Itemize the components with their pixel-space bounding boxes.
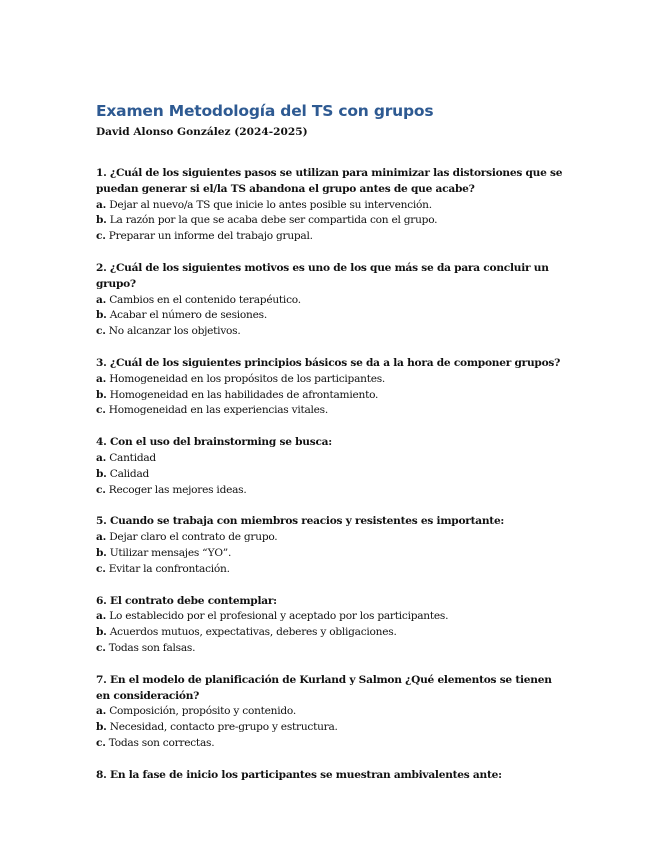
- option-letter: c.: [96, 483, 106, 496]
- option-text: Necesidad, contacto pre-grupo y estructura.: [109, 721, 338, 734]
- document-page: [96, 101, 566, 800]
- option-text: Recoger las mejores ideas.: [108, 483, 247, 496]
- option-text: Todas son correctas.: [108, 736, 215, 749]
- option-letter: c.: [96, 325, 106, 338]
- option-letter: b.: [96, 467, 107, 480]
- option-text: No alcanzar los objetivos.: [108, 325, 241, 338]
- option-letter: b.: [96, 626, 107, 639]
- option-text: Acabar el número de sesiones.: [109, 309, 267, 322]
- answer-option: [96, 388, 566, 404]
- question-text: 7. En el modelo de planificación de Kurland y Salmon ¿Qué elementos se tienen en consideración?: [96, 673, 552, 702]
- question-2: [96, 261, 566, 340]
- answer-option: [96, 641, 566, 657]
- answer-option: [96, 403, 566, 419]
- option-letter: a.: [96, 372, 107, 385]
- option-text: Composición, propósito y contenido.: [109, 705, 296, 718]
- option-text: Acuerdos mutuos, expectativas, deberes y obligaciones.: [109, 626, 397, 639]
- option-text: Dejar claro el contrato de grupo.: [109, 531, 278, 544]
- option-text: Preparar un informe del trabajo grupal.: [108, 230, 313, 243]
- answer-option: [96, 704, 566, 720]
- option-text: Calidad: [109, 467, 150, 480]
- answer-option: [96, 229, 566, 245]
- option-letter: b.: [96, 546, 107, 559]
- answer-option: [96, 293, 566, 309]
- question-text: 3. ¿Cuál de los siguientes principios básicos se da a la hora de componer grupos?: [96, 356, 561, 369]
- document-author: David Alonso González (2024-2025): [96, 126, 308, 138]
- option-letter: a.: [96, 610, 107, 623]
- answer-option: [96, 720, 566, 736]
- answer-option: [96, 483, 566, 499]
- option-letter: c.: [96, 230, 106, 243]
- answer-option: [96, 372, 566, 388]
- answer-option: [96, 467, 566, 483]
- option-text: Cambios en el contenido terapéutico.: [109, 293, 301, 306]
- question-3: [96, 356, 566, 419]
- question-text: 8. En la fase de inicio los participantes se muestran ambivalentes ante:: [96, 768, 502, 781]
- option-letter: b.: [96, 721, 107, 734]
- question-5: [96, 514, 566, 577]
- question-6: [96, 594, 566, 657]
- question-8: [96, 768, 566, 784]
- answer-option: [96, 609, 566, 625]
- answer-option: [96, 324, 566, 340]
- question-text: 5. Cuando se trabaja con miembros reacios y resistentes es importante:: [96, 515, 505, 528]
- option-letter: b.: [96, 309, 107, 322]
- answer-option: [96, 451, 566, 467]
- option-text: Utilizar mensajes “YO”.: [109, 546, 232, 559]
- option-text: Todas son falsas.: [108, 641, 196, 654]
- option-text: La razón por la que se acaba debe ser compartida con el grupo.: [109, 214, 438, 227]
- option-letter: c.: [96, 404, 106, 417]
- question-4: [96, 435, 566, 498]
- option-letter: b.: [96, 214, 107, 227]
- option-text: Homogeneidad en las experiencias vitales.: [108, 404, 328, 417]
- option-letter: a.: [96, 293, 107, 306]
- option-text: Lo establecido por el profesional y aceptado por los participantes.: [109, 610, 449, 623]
- option-text: Homogeneidad en los propósitos de los participantes.: [109, 372, 386, 385]
- option-letter: a.: [96, 705, 107, 718]
- option-letter: c.: [96, 736, 106, 749]
- option-letter: c.: [96, 641, 106, 654]
- answer-option: [96, 625, 566, 641]
- question-text: 2. ¿Cuál de los siguientes motivos es uno de los que más se da para concluir un grupo?: [96, 261, 549, 290]
- answer-option: [96, 308, 566, 324]
- option-letter: a.: [96, 531, 107, 544]
- option-text: Cantidad: [109, 451, 156, 464]
- option-letter: a.: [96, 198, 107, 211]
- question-text: 4. Con el uso del brainstorming se busca:: [96, 436, 332, 449]
- question-7: [96, 673, 566, 752]
- answer-option: [96, 530, 566, 546]
- answer-option: [96, 736, 566, 752]
- question-text: 6. El contrato debe contemplar:: [96, 594, 277, 607]
- option-letter: a.: [96, 451, 107, 464]
- answer-option: [96, 198, 566, 214]
- option-text: Dejar al nuevo/a TS que inicie lo antes posible su intervención.: [109, 198, 432, 211]
- option-text: Homogeneidad en las habilidades de afrontamiento.: [109, 388, 379, 401]
- answer-option: [96, 213, 566, 229]
- option-text: Evitar la confrontación.: [108, 562, 230, 575]
- answer-option: [96, 546, 566, 562]
- answer-option: [96, 562, 566, 578]
- question-list: [96, 166, 566, 784]
- document-title: Examen Metodología del TS con grupos: [96, 102, 434, 120]
- question-1: [96, 166, 566, 245]
- question-text: 1. ¿Cuál de los siguientes pasos se utilizan para minimizar las distorsiones que se puedan generar si el/la TS abandona el grupo antes de que acabe?: [96, 167, 563, 195]
- option-letter: c.: [96, 562, 106, 575]
- option-letter: b.: [96, 388, 107, 401]
